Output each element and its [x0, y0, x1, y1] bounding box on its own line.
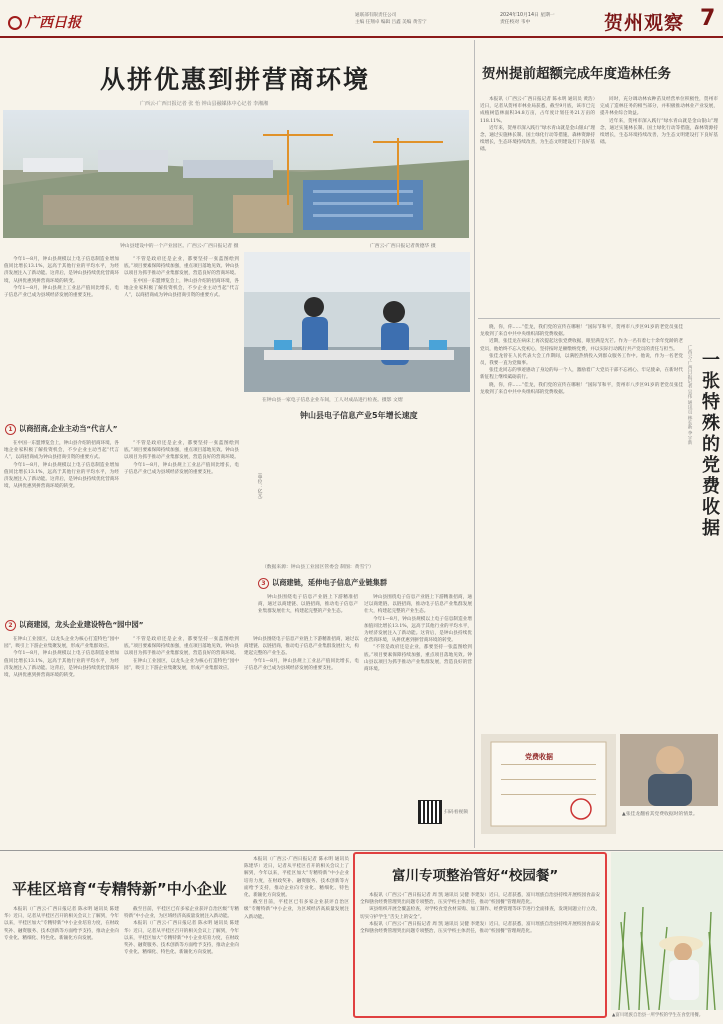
section-heading-1: [5, 424, 245, 435]
feature-byline: 广西云-广西日报记者 吴伟 通讯员 林长新 李宇新: [687, 345, 692, 445]
section-paragraph: “不管是政府还是企业，都要坚持一张蓝图绘到底。”项目要素保障持续加强，重点项目落地见效。钟山县以项目为抓手推动产业集群发展，营造良好的营商环境。: [124, 637, 239, 657]
receipt-photo-caption: ▲张佳龙翻看其党费收据时的情景。: [622, 812, 698, 817]
masthead-meta-right: [500, 12, 600, 26]
section-paragraph: 钟山县围绕电子信息产业链上下游精准招商，通过以商建链、以链招商，推动电子信息产业集群发展壮大，构建起完整的产业生态。: [244, 637, 359, 657]
growth-chart: [262, 418, 472, 558]
feature-paragraph: 张佳龙同志的事迹感动了身边的每一个人，激励着广大党员干部不忘初心、牢记使命，在新时代新征程上继续砥砺前行。: [480, 368, 683, 381]
section2-body-col1: [4, 636, 119, 841]
feature-paragraph: 晓，你，你……“佳龙，我们党的宣传在哪啦！”国际节和平，贺州市八步区91岁的老党员张佳龙收到了来自中共中央组织部的党费收据。: [480, 325, 683, 338]
lead-photo-caption: 钟山县建设中的一个产业园区。广西云-广西日报记者 摄: [120, 244, 239, 249]
meta-line3: 责任校对 韦中: [500, 20, 531, 25]
section-number: 1: [5, 424, 16, 435]
afforestation-paragraph: 同时，充分调动林农种苗及经营单位积极性，贺州市完成了造林任务的相当部分，并积极推动林业产业发展，提升林业综合效益。: [600, 97, 718, 117]
workers-photo-caption: 在钟山县一家电子信息企业车间，工人对成品进行检查。摄影 文熠: [262, 398, 403, 403]
lead-headline: 从拼优惠到拼营商环境: [100, 65, 371, 94]
lead-paragraph: 今年1—8月，钟山县规模以上电子信息制造业增加值同比增长13.1%，远高于其他行业的平均水平，为经济发展注入了新动能。这背后，是钟山县持续优化营商环境，从拼优惠到拼营商环境的转变。: [4, 257, 119, 284]
smes-paragraph: 截至目前，平桂区已有多家企业获评自治区级“专精特新”中小企业，为区域经济高质量发展注入新动能。: [124, 907, 239, 920]
campus-meal-paragraph: 本报讯（广西云-广西日报记者 周 凯 通讯员 吴健 李建发）近日，记者获悉，富川瑶族自治县持续开展校园食品安全和膳食经费管理突出问题专项整治，压实学校主体责任，推动“校园餐”管理规范化。: [360, 893, 600, 906]
section-heading-2: [5, 620, 245, 631]
section2-body-col2: [124, 636, 239, 841]
section-paragraph: 今年1—8月，钟山县规上工业总产值同比增长，电子信息产业已成为县域经济发展的重要支柱。: [244, 658, 359, 671]
chart-title: 钟山县电子信息产业5年增长速度: [300, 411, 418, 420]
section-paragraph: “不管是政府还是企业，都要坚持一张蓝图绘到底。”项目要素保障持续加强，重点项目落地见效。钟山县以项目为抓手推动产业集群发展，营造良好的营商环境。: [124, 441, 239, 461]
feature-paragraph: 张佳龙曾在人民代表大会工作期间，以满腔热情投入到群众服务工作中。他说，作为一名老党员，我要一直为党做事。: [480, 353, 683, 367]
section-heading-text: 以商招商,企业主动当“代言人”: [19, 424, 118, 433]
meta-line1: 通联部有限责任公司: [355, 13, 397, 18]
feature-body-col1: [480, 324, 683, 729]
field-farmer-photo: [611, 852, 723, 1010]
section1-body-col1: [4, 440, 119, 610]
campus-meal-paragraph: 本报讯（广西云-广西日报记者 周 凯 通讯员 吴健 李建发）近日，记者获悉，富川瑶族自治县持续开展校园食品安全和膳食经费管理突出问题专项整治，压实学校主体责任，推动“校园餐”管理规范化。: [360, 921, 600, 935]
industrial-park-photo: [3, 110, 469, 238]
farmer-photo-caption: ▲富川瑶族自治县一所学校的学生在食堂用餐。: [612, 1013, 704, 1018]
section-paragraph: 钟山县围绕电子信息产业链上下游精准招商，通过以商建链、以链招商，推动电子信息产业集群发展壮大，构建起完整的产业生态。: [258, 595, 358, 615]
smes-paragraph: 本报讯（广西云-广西日报记者 陈永明 通讯员 陈建华）近日，记者从平桂区召开的相关会议上了解到，今年以来，平桂区加大“专精特新”中小企业培育力度，在财政奖补、融资服务、技术创新等方面给予支持，推动企业向专业化、精细化、特色化、新颖化方向发展。: [124, 921, 239, 956]
page-number: 7: [700, 6, 716, 31]
receipt-photo: [481, 734, 616, 834]
smes-body-col2: [124, 906, 239, 1020]
lead-photo-credit: 广西云-广西日报记者黄德华 摄: [370, 244, 436, 249]
paper-name: 广西日报: [25, 15, 81, 31]
section-paragraph: 今年1—8月，钟山县规模以上电子信息制造业增加值同比增长13.1%，远高于其他行业的平均水平，为经济发展注入了新动能。这背后，是钟山县持续优化营商环境，从拼优惠到拼营商环境的转变。: [364, 616, 472, 644]
section-paragraph: 今年1—8月，钟山县规上工业总产值同比增长，电子信息产业已成为县域经济发展的重要支柱。: [124, 462, 239, 475]
section-paragraph: 今年1—8月，钟山县规模以上电子信息制造业增加值同比增长13.1%，远高于其他行业的平均水平，为经济发展注入了新动能。这背后，是钟山县持续优化营商环境，从拼优惠到拼营商环境的转变。: [4, 651, 119, 679]
section-title: 贺州观察: [604, 12, 685, 34]
section-paragraph: 在钟山工业园区，以龙头企业为核心打造特色“园中园”，吸引上下游企业集聚发展，形成产业集群效应。: [4, 637, 119, 650]
logo-mark-icon: [8, 16, 22, 30]
qr-code[interactable]: [418, 800, 442, 824]
paper-logo: [8, 12, 81, 32]
feature-paragraph: 近期，张佳龙在病床上再次提起这张党费收据，眼里满是光芒。作为一名有着七十余年党龄的老党员，他始终不忘入党初心，坚持按时足额缴纳党费，并以实际行动践行共产党员的责任与担当。: [480, 339, 683, 352]
campus-meal-headline: 富川专项整治管好“校园餐”: [392, 868, 559, 884]
section-paragraph: “不管是政府还是企业，都要坚持一张蓝图绘到底。”项目要素保障持续加强，重点项目落地见效。钟山县以项目为抓手推动产业集群发展，营造良好的营商环境。: [364, 645, 472, 673]
afforestation-paragraph: 本报讯（广西云-广西日报记者 陈永明 通讯员 黄浩）近日，记者从贺州市林业局获悉，截至9月底，该市已完成植树造林面积34.8万亩，占年度计划任务21万亩的118.11%。: [480, 97, 595, 124]
feature-headline: 一张特殊的党费收据: [699, 350, 720, 539]
chart-source: （数据来源：钟山县工业园区管委会 制图：黄雪宁）: [262, 565, 374, 570]
afforestation-body-col2: [600, 96, 718, 314]
afforestation-body-col1: [480, 96, 595, 314]
masthead-meta: [355, 12, 495, 26]
smes-paragraph: 本报讯（广西云-广西日报记者 陈永明 通讯员 陈建华）近日，记者从平桂区召开的相关会议上了解到，今年以来，平桂区加大“专精特新”中小企业培育力度，在财政奖补、融资服务、技术创新等方面给予支持，推动企业向专业化、精细化、特色化、新颖化方向发展。: [4, 907, 119, 941]
section-heading-text: 以商建园，龙头企业建设特色“园中园”: [19, 620, 144, 629]
afforestation-paragraph: 近年来，贺州市深入践行“绿水青山就是金山银山”理念，通过实施林长制、国土绿化行动等措施，森林资源持续增长，生态环境持续改善，为生态文明建设打下良好基础。: [480, 125, 595, 153]
section-paragraph: 今年1—8月，钟山县规模以上电子信息制造业增加值同比增长13.1%，远高于其他行业的平均水平，为经济发展注入了新动能。这背后，是钟山县持续优化营商环境，从拼优惠到拼营商环境的转变。: [4, 462, 119, 490]
section2-body-col3: [244, 636, 359, 841]
section3-body-col1: [258, 594, 358, 634]
lead-body-col2: [124, 256, 239, 416]
chart-unit-label: （单位：亿元）: [257, 470, 262, 503]
section-heading-text: 以商建链，延伸电子信息产业链集群: [272, 578, 388, 587]
lead-body-col1: [4, 256, 119, 416]
section3-body-col2: [364, 594, 472, 834]
section-paragraph: 在中国一东盟博览会上，钟山县介绍的招商环境，各地企业家积极了解投资机会，不少企业主动当起“代言人”，以商招商成为钟山县招商引资的重要方式。: [4, 441, 119, 461]
smes-paragraph: 截至目前，平桂区已有多家企业获评自治区级“专精特新”中小企业，为区域经济高质量发展注入新动能。: [244, 900, 349, 920]
meta-line2: 主编 任翔卓 编辑 吕鑫 美编 黄雪宁: [355, 20, 427, 25]
section-heading-3: [258, 578, 473, 589]
section-number: 2: [5, 620, 16, 631]
section1-body-col2: [124, 440, 239, 610]
smes-body-col3: [244, 856, 349, 1020]
afforestation-paragraph: 近年来，贺州市深入践行“绿水青山就是金山银山”理念，通过实施林长制、国土绿化行动等措施，森林资源持续增长，生态环境持续改善，为生态文明建设打下良好基础。: [600, 118, 718, 146]
section-number: 3: [258, 578, 269, 589]
afforestation-headline: 贺州提前超额完成年度造林任务: [482, 66, 671, 82]
smes-body-col1: [4, 906, 119, 1020]
receipt-title: 党费收据: [525, 753, 553, 761]
smes-paragraph: 本报讯（广西云-广西日报记者 陈永明 通讯员 陈建华）近日，记者从平桂区召开的相关会议上了解到，今年以来，平桂区加大“专精特新”中小企业培育力度，在财政奖补、融资服务、技术创新等方面给予支持，推动企业向专业化、精细化、特色化、新颖化方向发展。: [244, 857, 349, 899]
lead-paragraph: 今年1—8月，钟山县规上工业总产值同比增长，电子信息产业已成为县域经济发展的重要支柱。: [4, 285, 119, 299]
lead-paragraph: “不管是政府还是企业，都要坚持一张蓝图绘到底。”项目要素保障持续加强，重点项目落地见效。钟山县以项目为抓手推动产业集群发展，营造良好的营商环境。: [124, 257, 239, 277]
elder-portrait-photo: [620, 734, 718, 806]
feature-paragraph: 晓，你，你……“佳龙，我们党的宣传在哪啦！”国际节和平，贺州市八步区91岁的老党员张佳龙收到了来自中共中央组织部的党费收据。: [480, 382, 683, 395]
section-paragraph: 钟山县围绕电子信息产业链上下游精准招商，通过以商建链、以链招商，推动电子信息产业集群发展壮大，构建起完整的产业生态。: [364, 595, 472, 615]
masthead: [0, 0, 723, 38]
masthead-rule: [0, 36, 723, 38]
campus-meal-paragraph: 该县组织开展全覆盖检查，对学校食堂食材采购、加工制作、经费管理等环节进行全面排查，发现问题立行立改，切实守护学生“舌尖上的安全”。: [360, 907, 600, 920]
section-paragraph: 在钟山工业园区，以龙头企业为核心打造特色“园中园”，吸引上下游企业集聚发展，形成产业集群效应。: [124, 658, 239, 671]
issue-date: 2024年10月14日 星期一: [500, 13, 555, 18]
lead-paragraph: 在中国一东盟博览会上，钟山县介绍的招商环境，各地企业家积极了解投资机会，不少企业主动当起“代言人”，以商招商成为钟山县招商引资的重要方式。: [124, 278, 239, 299]
qr-label: 扫码看视频: [444, 810, 468, 815]
campus-meal-body: [360, 892, 600, 1012]
specialized-smes-headline: 平桂区培育“专精特新”中小企业: [12, 880, 227, 898]
factory-workers-photo: [244, 252, 470, 392]
lead-byline: 广西云-广西日报记者 张 怡 钟山县融媒体中心记者 李湘湘: [140, 101, 269, 107]
